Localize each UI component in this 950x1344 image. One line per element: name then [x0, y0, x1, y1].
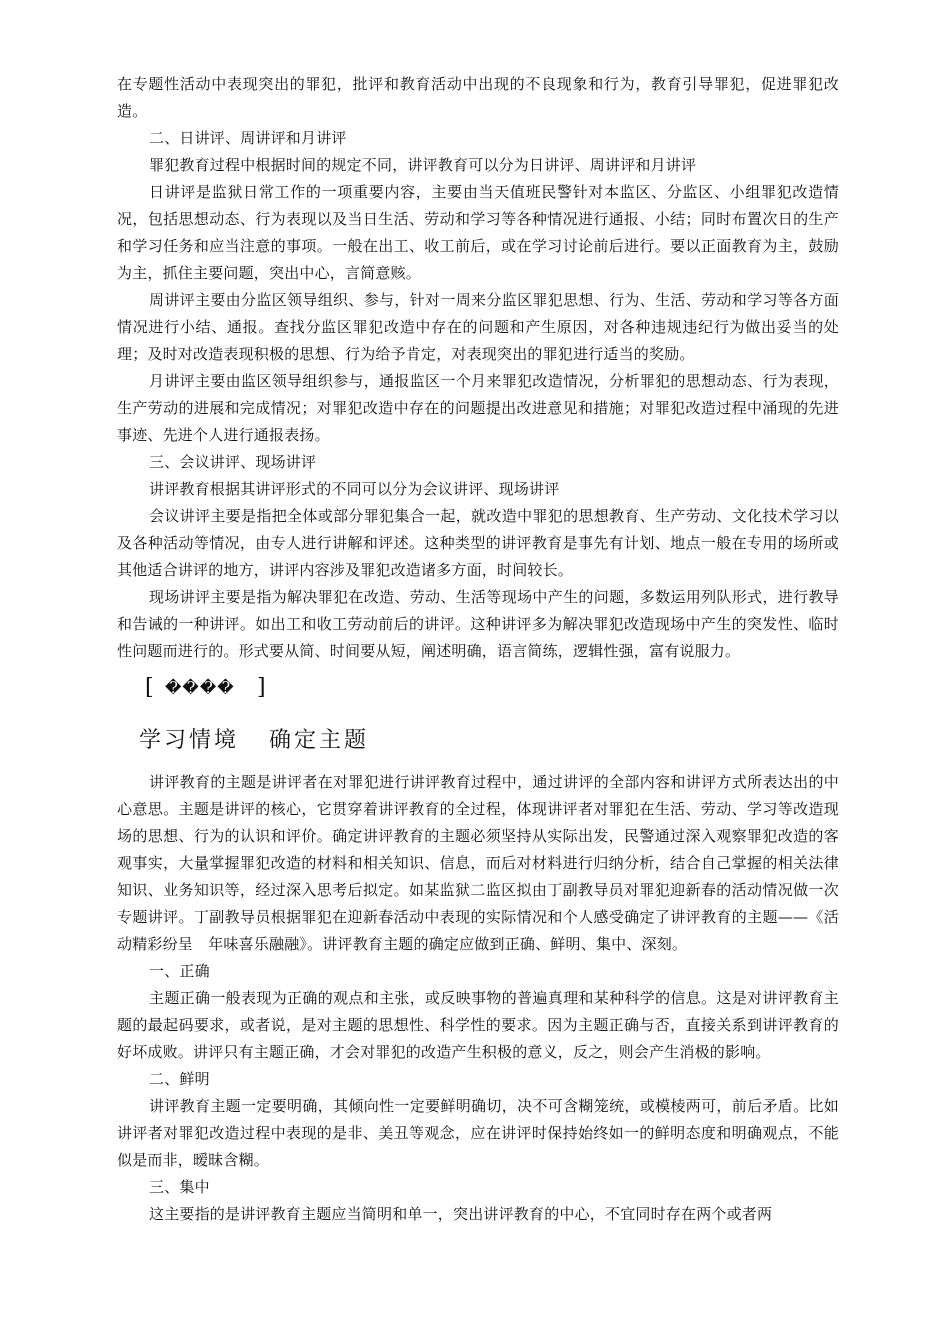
paragraph: 会议讲评主要是指把全体或部分罪犯集合一起，就改造中罪犯的思想教育、生产劳动、文化技术学习以及各种活动等情况，由专人进行讲解和评述。这种类型的讲评教育是事先有计划、地点一般在专用的场所或其他适合讲评的地方，讲评内容涉及罪犯改造诸多方面，时间较长。	[117, 507, 839, 579]
paragraph: 主题正确一般表现为正确的观点和主张，或反映事物的普遍真理和某种科学的信息。这是对讲评教育主题的最起码要求，或者说，是对主题的思想性、科学性的要求。因为主题正确与否，直接关系到讲评教育的好坏成败。讲评只有主题正确，才会对罪犯的改造产生积极的意义，反之，则会产生消极的影响。	[117, 989, 839, 1061]
paragraph: 日讲评是监狱日常工作的一项重要内容，主要由当天值班民警针对本监区、分监区、小组罪犯改造情况，包括思想动态、行为表现以及当日生活、劳动和学习等各种情况进行通报、小结；同时布置次日的生产和学习任务和应当注意的事项。一般在出工、收工前后，或在学习讨论前后进行。要以正面教育为主，鼓励为主，抓住主要问题，突出中心，言简意赅。	[117, 183, 839, 282]
section-title-part1: 学习情境	[139, 728, 240, 753]
top-section	[117, 71, 839, 665]
subheading: 三、集中	[149, 1178, 210, 1196]
section-title-part2: 确定主题	[269, 728, 370, 753]
bottom-section	[117, 769, 839, 1228]
left-bracket: [	[145, 675, 154, 700]
paragraph: 在专题性活动中表现突出的罪犯，批评和教育活动中出现的不良现象和行为，教育引导罪犯，促进罪犯改造。	[117, 75, 839, 120]
paragraph: 罪犯教育过程中根据时间的规定不同，讲评教育可以分为日讲评、周讲评和月讲评	[149, 156, 697, 174]
bracket-heading	[145, 671, 839, 705]
paragraph: 现场讲评主要是指为解决罪犯在改造、劳动、生活等现场中产生的问题，多数运用列队形式，进行教导和告诫的一种讲评。如出工和收工劳动前后的讲评。这种讲评多为解决罪犯改造现场中产生的突发性、临时性问题而进行的。形式要从简、时间要从短，阐述明确，语言简练，逻辑性强，富有说服力。	[117, 588, 839, 660]
section-title	[139, 725, 839, 757]
paragraph: 周讲评主要由分监区领导组织、参与，针对一周来分监区罪犯思想、行为、生活、劳动和学习等各方面情况进行小结、通报。查找分监区罪犯改造中存在的问题和产生原因，对各种违规违纪行为做出妥当的处理；及时对改造表现积极的思想、行为给予肯定，对表现突出的罪犯进行适当的奖励。	[117, 291, 839, 363]
paragraph: 讲评教育主题一定要明确，其倾向性一定要鲜明确切，决不可含糊笼统，或模棱两可，前后矛盾。比如讲评者对罪犯改造过程中表现的是非、美丑等观念，应在讲评时保持始终如一的鲜明态度和明确观点，不能似是而非，暧昧含糊。	[117, 1097, 839, 1169]
paragraph: 讲评教育的主题是讲评者在对罪犯进行讲评教育过程中，通过讲评的全部内容和讲评方式所表达出的中心意思。主题是讲评的核心，它贯穿着讲评教育的全过程，体现讲评者对罪犯在生活、劳动、学习等改造现场的思想、行为的认识和评价。确定讲评教育的主题必须坚持从实际出发，民警通过深入观察罪犯改造的客观事实，大量掌握罪犯改造的材料和相关知识、信息，而后对材料进行归纳分析，结合自己掌握的相关法律知识、业务知识等，经过深入思考后拟定。如某监狱二监区拟由丁副教导员对罪犯迎新春的活动情况做一次专题讲评。丁副教导员根据罪犯在迎新春活动中表现的实际情况和个人感受确定了讲评教育的主题——《活动精彩纷呈 年味喜乐融融》。讲评教育主题的确定应做到正确、鲜明、集中、深刻。	[117, 773, 839, 953]
paragraph: 这主要指的是讲评教育主题应当简明和单一，突出讲评教育的中心，不宜同时存在两个或者两	[149, 1205, 773, 1223]
subheading: 二、日讲评、周讲评和月讲评	[149, 129, 347, 147]
right-bracket: ]	[257, 675, 266, 700]
subheading: 二、鲜明	[149, 1070, 210, 1088]
subheading: 三、会议讲评、现场讲评	[149, 453, 317, 471]
subheading: 一、正确	[149, 962, 210, 980]
paragraph: 讲评教育根据其讲评形式的不同可以分为会议讲评、现场讲评	[149, 480, 560, 498]
bracket-placeholder-text: ����	[165, 678, 235, 697]
document-page	[117, 71, 839, 1228]
paragraph: 月讲评主要由监区领导组织参与，通报监区一个月来罪犯改造情况，分析罪犯的思想动态、行为表现，生产劳动的进展和完成情况；对罪犯改造中存在的问题提出改进意见和措施；对罪犯改造过程中涌现的先进事迹、先进个人进行通报表扬。	[117, 372, 839, 444]
